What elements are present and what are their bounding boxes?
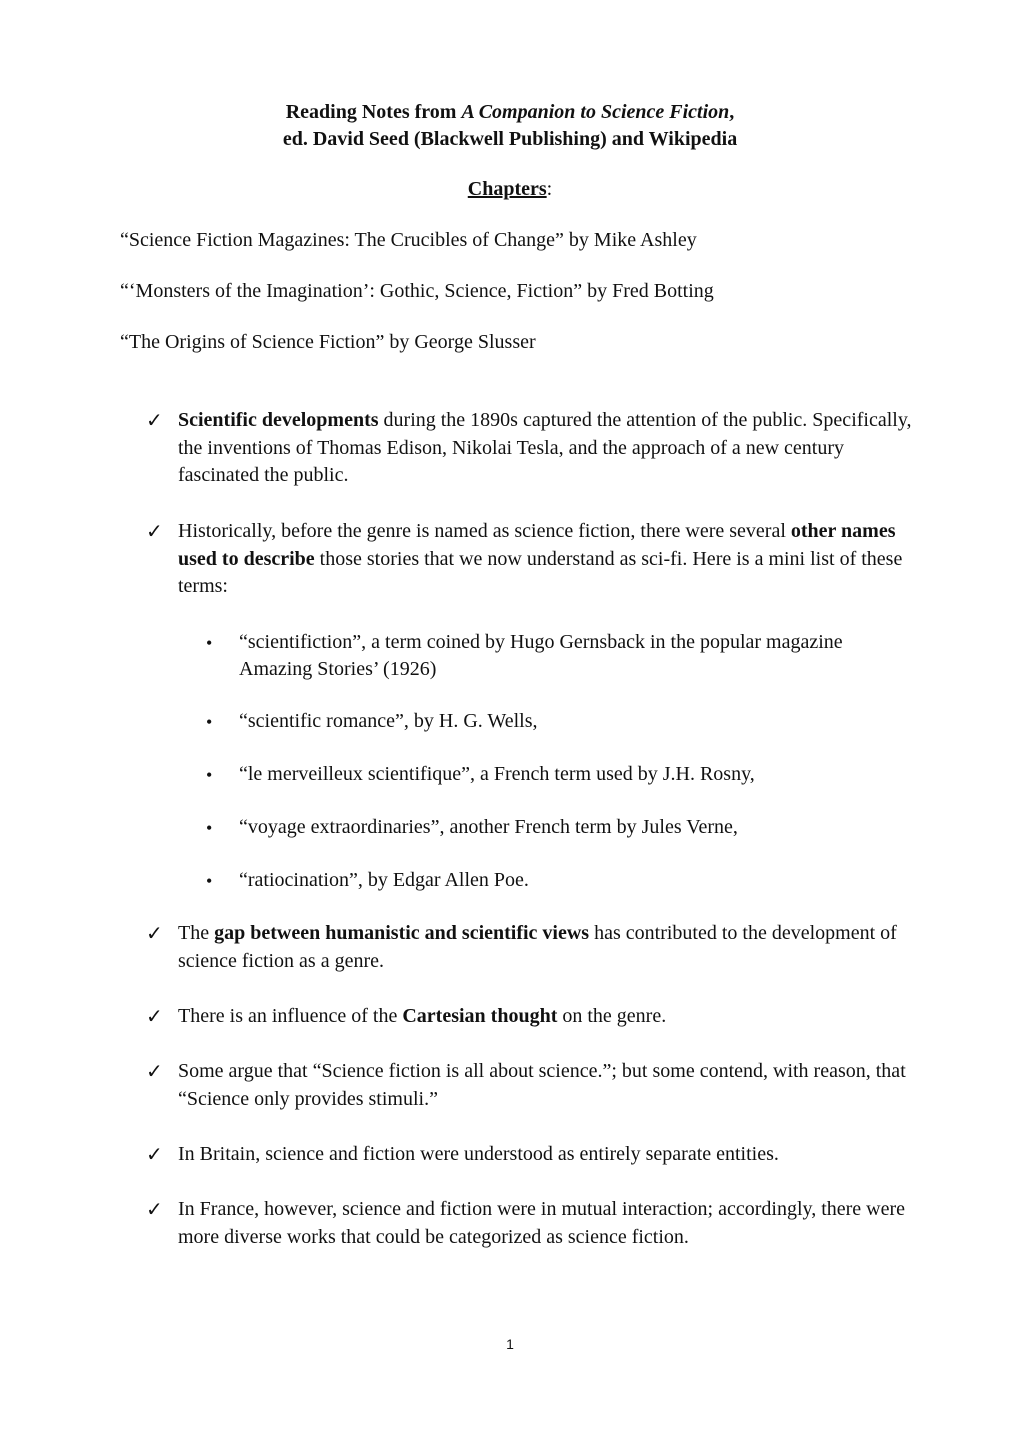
chapter-item: “Science Fiction Magazines: The Crucibles of Change” by Mike Ashley xyxy=(120,229,697,251)
checkmark-icon: ✓ xyxy=(146,521,163,543)
chapters-heading: Chapters: xyxy=(467,178,553,200)
term-item: “ratiocination”, by Edgar Allen Poe. xyxy=(239,869,529,891)
checkmark-icon: ✓ xyxy=(146,1006,163,1028)
checkmark-icon: ✓ xyxy=(146,1144,163,1166)
term-item: “scientifiction”, a term coined by Hugo Gernsback in the popular magazine Amazing Stories’ (1926) xyxy=(239,631,843,680)
term-item: “voyage extraordinaries”, another French term by Jules Verne, xyxy=(239,816,738,838)
checkmark-icon: ✓ xyxy=(146,410,163,432)
chapter-item: “‘Monsters of the Imagination’: Gothic, Science, Fiction” by Fred Botting xyxy=(120,280,714,302)
note-item: In Britain, science and fiction were understood as entirely separate entities. xyxy=(178,1143,779,1165)
note-item: Historically, before the genre is named as science fiction, there were several other names used to describe those stories that we now understand as sci-fi. Here is a mini list of these terms: xyxy=(178,520,903,597)
chapter-item: “The Origins of Science Fiction” by George Slusser xyxy=(120,331,536,353)
note-item: Scientific developments during the 1890s captured the attention of the public. Specifically, the inventions of Thomas Edison, Nikolai Tesla, and the approach of a new century fascinated the public. xyxy=(178,409,912,486)
note-item: The gap between humanistic and scientific views has contributed to the development of science fiction as a genre. xyxy=(178,922,897,972)
note-item: There is an influence of the Cartesian thought on the genre. xyxy=(178,1005,667,1027)
book-title: A Companion to Science Fiction xyxy=(461,101,730,123)
note-item: In France, however, science and fiction were in mutual interaction; accordingly, there were more diverse works that could be categorized as science fiction. xyxy=(178,1198,906,1248)
term-item: “le merveilleux scientifique”, a French term used by J.H. Rosny, xyxy=(239,763,755,785)
checkmark-icon: ✓ xyxy=(146,1199,163,1221)
bullet-icon: • xyxy=(206,871,213,891)
term-item: “scientific romance”, by H. G. Wells, xyxy=(239,710,538,732)
note-item: Some argue that “Science fiction is all about science.”; but some contend, with reason, that “Science only provides stimuli.” xyxy=(178,1060,906,1110)
page-number: 1 xyxy=(506,1336,514,1352)
bullet-icon: • xyxy=(206,765,213,785)
checkmark-icon: ✓ xyxy=(146,1061,163,1083)
bullet-icon: • xyxy=(206,818,213,838)
checkmark-icon: ✓ xyxy=(146,923,163,945)
document-title-line2: ed. David Seed (Blackwell Publishing) and Wikipedia xyxy=(282,128,738,150)
document-title-line1: Reading Notes from A Companion to Science Fiction, xyxy=(285,101,735,123)
bullet-icon: • xyxy=(206,633,213,653)
bullet-icon: • xyxy=(206,712,213,732)
